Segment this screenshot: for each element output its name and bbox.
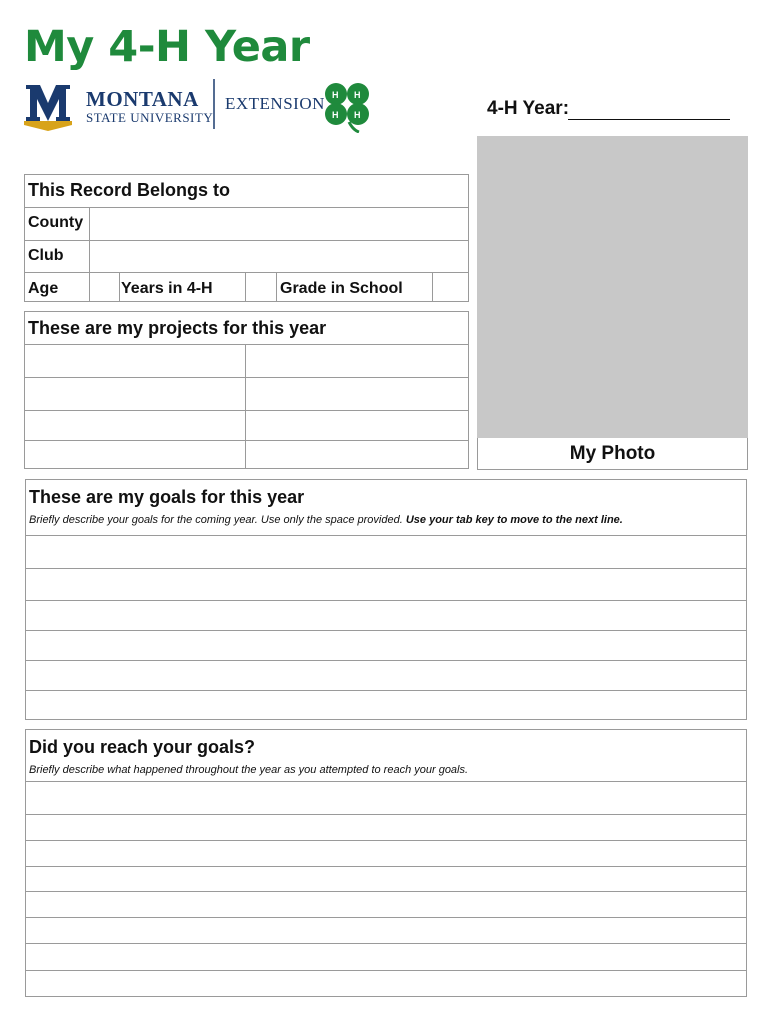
project-field[interactable]: [246, 345, 468, 376]
projects-heading: These are my projects for this year: [28, 318, 327, 338]
reach-line-field[interactable]: [27, 867, 746, 890]
goals-section: [25, 479, 747, 720]
goals-heading: These are my goals for this year: [29, 487, 305, 507]
msu-extension-logo: [24, 77, 384, 133]
svg-text:H: H: [354, 110, 361, 120]
project-field[interactable]: [26, 378, 244, 409]
reach-line-field[interactable]: [27, 815, 746, 839]
goal-line-field[interactable]: [27, 536, 746, 567]
year-label: 4-H Year:: [487, 98, 570, 119]
svg-text:H: H: [354, 90, 361, 100]
page-title: My 4-H Year: [24, 22, 310, 72]
goal-line-field[interactable]: [27, 661, 746, 689]
project-field[interactable]: [26, 411, 244, 439]
svg-text:H: H: [332, 110, 339, 120]
goal-line-field[interactable]: [27, 601, 746, 629]
year-field[interactable]: [568, 119, 730, 120]
four-h-clover-icon: [325, 83, 369, 132]
project-field[interactable]: [26, 441, 244, 468]
years-label: Years in 4-H: [121, 280, 213, 297]
club-field[interactable]: [90, 241, 468, 271]
grade-field[interactable]: [433, 273, 468, 301]
age-field[interactable]: [90, 273, 119, 301]
goal-line-field[interactable]: [27, 569, 746, 599]
years-field[interactable]: [246, 273, 276, 301]
reach-line-field[interactable]: [27, 892, 746, 916]
county-field[interactable]: [90, 208, 468, 239]
photo-placeholder[interactable]: [477, 136, 748, 438]
project-field[interactable]: [246, 411, 468, 439]
reach-line-field[interactable]: [27, 971, 746, 996]
logo-extension-text: EXTENSION: [225, 94, 325, 113]
goal-line-field[interactable]: [27, 691, 746, 719]
record-table: [24, 174, 469, 302]
reach-line-field[interactable]: [27, 782, 746, 813]
reach-heading: Did you reach your goals?: [29, 737, 256, 757]
reach-goals-section: [25, 729, 747, 997]
reach-line-field[interactable]: [27, 841, 746, 865]
age-label: Age: [28, 280, 59, 297]
goals-instruction: Briefly describe your goals for the coming year. Use only the space provided. Use your tab key to move to the next line.: [29, 514, 623, 526]
logo-montana-text: MONTANA: [86, 87, 199, 111]
record-heading: This Record Belongs to: [28, 180, 231, 200]
reach-line-field[interactable]: [27, 944, 746, 969]
svg-text:H: H: [332, 90, 339, 100]
reach-line-field[interactable]: [27, 918, 746, 942]
grade-label: Grade in School: [280, 280, 403, 297]
county-label: County: [28, 214, 84, 231]
project-field[interactable]: [246, 378, 468, 409]
logo-university-text: STATE UNIVERSITY: [86, 110, 214, 125]
project-field[interactable]: [26, 345, 244, 376]
club-label: Club: [28, 247, 64, 264]
reach-instruction: Briefly describe what happened throughout the year as you attempted to reach your goals.: [29, 764, 469, 776]
project-field[interactable]: [246, 441, 468, 468]
goal-line-field[interactable]: [27, 631, 746, 659]
photo-caption: My Photo: [477, 438, 748, 470]
projects-table: [24, 311, 469, 469]
